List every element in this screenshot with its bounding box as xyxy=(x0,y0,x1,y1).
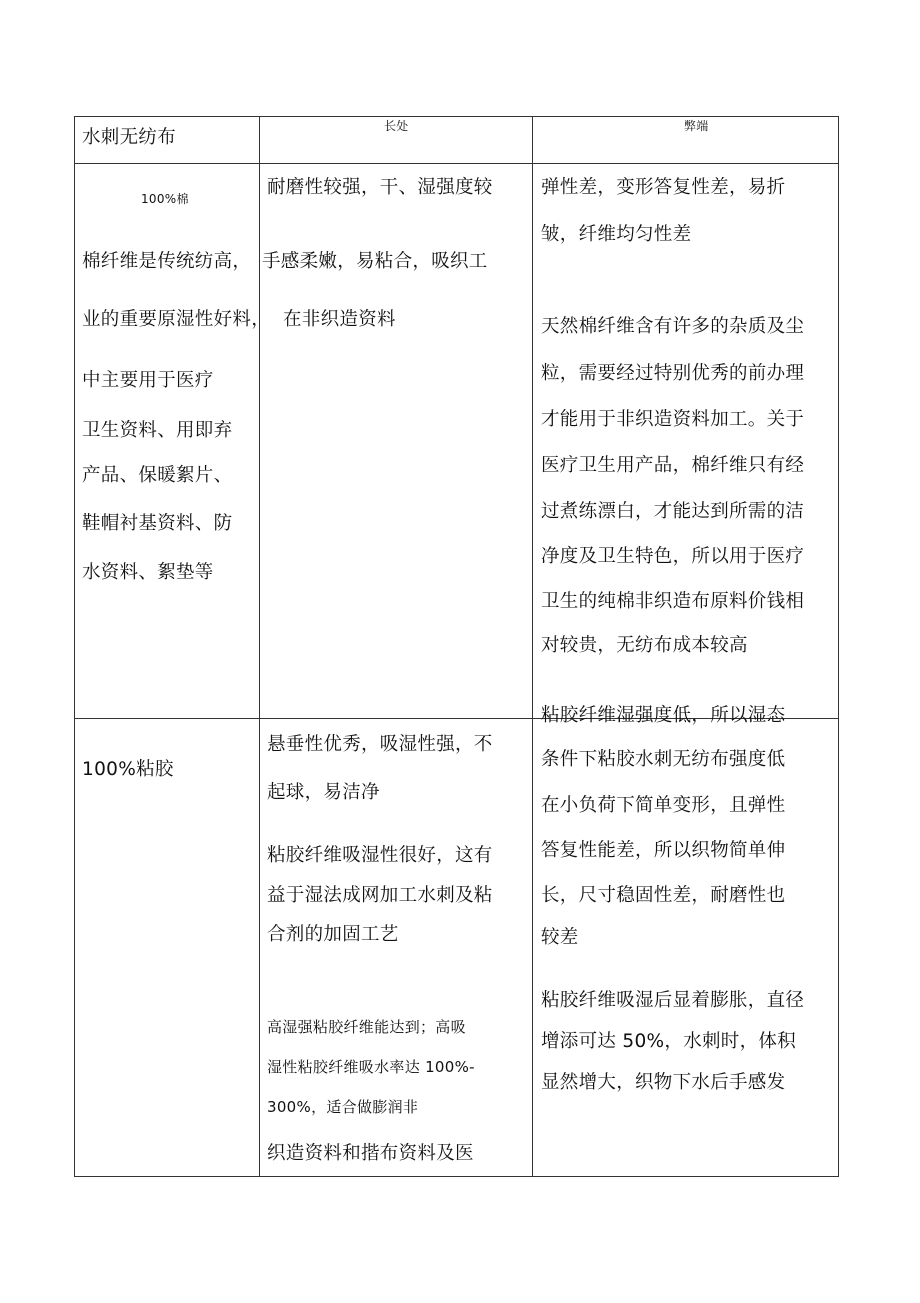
cotton-disadvantage-line: 皱，纤维均匀性差 xyxy=(541,224,692,245)
cotton-description-line: 卫生资料、用即弃 xyxy=(82,420,233,441)
viscose-advantage-line: 湿性粘胶纤维吸水率达 100%- xyxy=(267,1058,475,1076)
viscose-disadvantage-line: 长，尺寸稳固性差，耐磨性也 xyxy=(541,885,786,906)
cotton-description-line: 鞋帽衬基资料、防 xyxy=(82,513,233,534)
viscose-advantage-line: 织造资料和揩布资料及医 xyxy=(267,1143,474,1164)
header-divider xyxy=(74,163,839,164)
table-border-right xyxy=(838,116,839,1177)
viscose-advantage-line: 益于湿法成网加工水刺及粘 xyxy=(267,885,493,906)
viscose-disadvantage-line: 粘胶纤维湿强度低，所以湿态 xyxy=(541,705,786,726)
cotton-disadvantage-line: 弹性差，变形答复性差，易折 xyxy=(541,177,786,198)
table-border-left xyxy=(74,116,75,1177)
cotton-description-line: 棉纤维是传统纺高， xyxy=(82,251,252,272)
viscose-advantage-line: 粘胶纤维吸湿性很好，这有 xyxy=(267,845,493,866)
cotton-advantage-line: 手感柔嫩，易粘合，吸织工 xyxy=(262,251,488,272)
cotton-description-line: 产品、保暖絮片、 xyxy=(82,465,233,486)
cotton-description-line: 业的重要原湿性好料， xyxy=(82,309,271,330)
cotton-advantage-line: 在非织造资料 xyxy=(283,309,396,330)
viscose-disadvantage-line: 显然增大，织物下水后手感发 xyxy=(541,1072,786,1093)
viscose-advantage-line: 起球，易洁净 xyxy=(267,782,380,803)
viscose-advantage-line: 悬垂性优秀，吸湿性强，不 xyxy=(267,734,493,755)
column-divider-1 xyxy=(259,116,260,1177)
material-viscose: 100%粘胶 xyxy=(82,759,174,780)
header-fabric-type: 水刺无纺布 xyxy=(82,127,177,148)
viscose-disadvantage-line: 条件下粘胶水刺无纺布强度低 xyxy=(541,749,786,770)
viscose-advantage-line: 高湿强粘胶纤维能达到；高吸 xyxy=(267,1018,466,1036)
cotton-disadvantage-line: 卫生的纯棉非织造布原料价钱相 xyxy=(541,591,805,612)
header-advantages: 长处 xyxy=(384,119,409,133)
viscose-disadvantage-line: 答复性能差，所以织物简单伸 xyxy=(541,840,786,861)
table-border-bottom xyxy=(74,1176,839,1177)
column-divider-2 xyxy=(532,116,533,1177)
viscose-disadvantage-line: 在小负荷下简单变形，且弹性 xyxy=(541,795,786,816)
cotton-description-line: 中主要用于医疗 xyxy=(82,370,214,391)
viscose-advantage-line: 300%，适合做膨润非 xyxy=(267,1098,419,1116)
table-border-top xyxy=(74,116,839,117)
cotton-advantage-line: 耐磨性较强，干、湿强度较 xyxy=(267,177,493,198)
cotton-disadvantage-line: 才能用于非织造资料加工。关于 xyxy=(541,409,805,430)
viscose-disadvantage-line: 较差 xyxy=(541,927,579,948)
viscose-disadvantage-line: 粘胶纤维吸湿后显着膨胀，直径 xyxy=(541,990,805,1011)
cotton-disadvantage-line: 过煮练漂白，才能达到所需的洁 xyxy=(541,501,805,522)
cotton-description-line: 水资料、絮垫等 xyxy=(82,562,214,583)
cotton-disadvantage-line: 净度及卫生特色，所以用于医疗 xyxy=(541,546,805,567)
header-disadvantages: 弊端 xyxy=(684,119,709,133)
cotton-disadvantage-line: 粒，需要经过特别优秀的前办理 xyxy=(541,363,805,384)
cotton-disadvantage-line: 对较贵，无纺布成本较高 xyxy=(541,635,748,656)
material-cotton: 100%棉 xyxy=(141,192,189,206)
viscose-advantage-line: 合剂的加固工艺 xyxy=(267,924,399,945)
viscose-disadvantage-line: 增添可达 50%，水刺时，体积 xyxy=(541,1031,797,1052)
cotton-disadvantage-line: 天然棉纤维含有许多的杂质及尘 xyxy=(541,316,805,337)
cotton-disadvantage-line: 医疗卫生用产品，棉纤维只有经 xyxy=(541,455,805,476)
